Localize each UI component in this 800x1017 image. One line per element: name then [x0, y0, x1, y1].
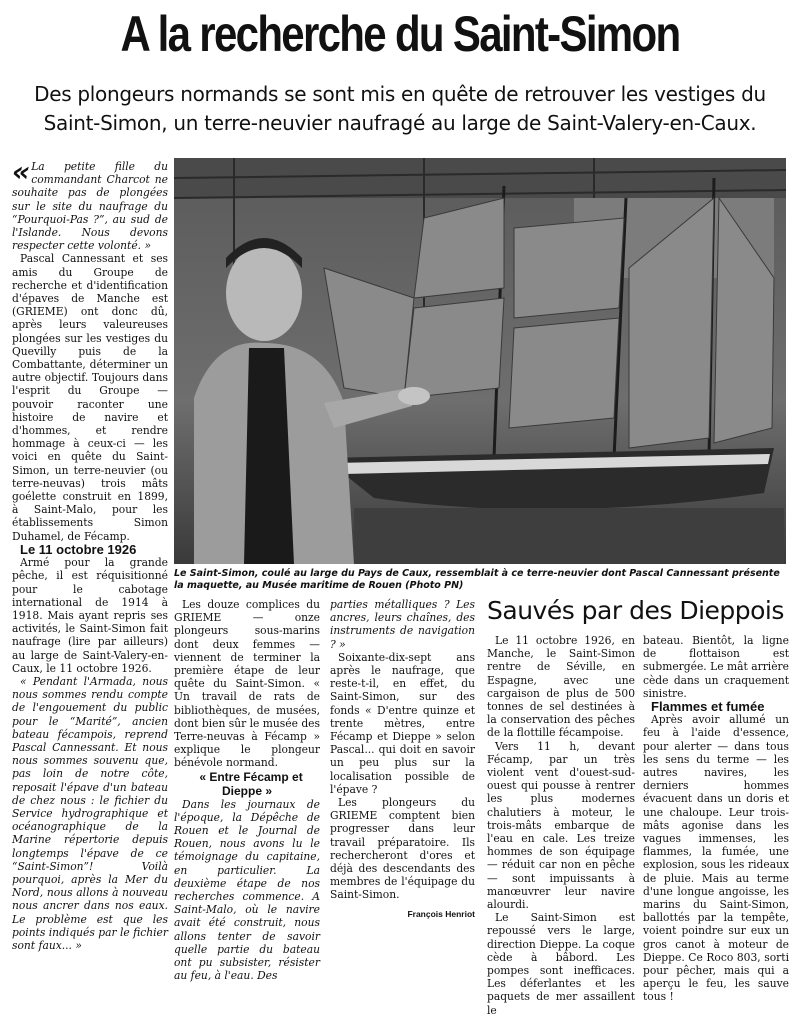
paragraph: Les plongeurs du GRIEME comptent bien progresser dans leur travail préparatoire. Ils rechercheront d'ores et déjà des descendants des membres de l'équipage du Saint-Simon. — [330, 796, 475, 902]
section-heading: Flammes et fumée — [651, 699, 765, 715]
paragraph: bateau. Bientôt, la ligne de flottaison est submergée. Le mât arrière cède dans un craquement sinistre. — [643, 634, 789, 700]
paragraph: « Pendant l'Armada, nous nous sommes rendu compte de l'engouement du public pour le “Marité”, ancien bateau fécampois, reprend Pascal Cannessant. Et nous nous sommes souvenu que, pas loin de notre côte, reposait l'épave d'un bateau de chez nous : le fichier du Service hydrographique et océanographique de la Marine répertorie depuis longtemps l'épave de ce “Saint-Simon”! Voilà pourquoi, après la Mer du Nord, nous allons à nouveau nous ancrer dans nos eaux. Le problème est que les points indiqués par le fichier sont faux... » — [12, 674, 168, 952]
paragraph: Les douze complices du GRIEME — onze plongeurs sous-marins dont deux femmes — viennent de terminer la première étape de leur quête du Saint-Simon. « Un travail de rats de bibliothèques, de musées, dont bien sûr le musée des Terre-neuvas à Fécamp » explique le plongeur bénévole normand. — [174, 598, 320, 770]
article-column-2 — [174, 598, 320, 982]
paragraph: Le 11 octobre 1926, en Manche, le Saint-Simon rentre de Séville, en Espagne, avec une cargaison de plus de 500 tonnes de sel destinées à la conservation des pêches de la flottille fécampoise. — [487, 634, 635, 740]
photo-ship-model — [174, 158, 786, 564]
paragraph: parties métalliques ? Les ancres, leurs chaînes, des instruments de navigation ? » — [330, 598, 475, 651]
paragraph: Après avoir allumé un feu à l'aide d'essence, pour alerter — dans tous les sens du terme — les autres navires, les derniers hommes évacuent dans un doris et une chaloupe. Leur trois-mâts agonise dans les vagues immenses, les flammes, la fumée, une explosion, sous les rideaux de pluie. Mais au terme d'une longue angoisse, les marins du Saint-Simon, ballottés par la tempête, voient poindre sur eux un gros canot à moteur de Dieppe. Ce Roco 803, sorti pour pêcher, mais qui a aperçu le feu, les sauve tous ! — [643, 713, 789, 1004]
photo-caption: Le Saint-Simon, coulé au large du Pays de Caux, ressemblait à ce terre-neuvier dont Pascal Cannessant présente la maquette, au Musée maritime de Rouen (Photo PN) — [174, 568, 780, 591]
paragraph: Le Saint-Simon est repoussé vers le large, direction Dieppe. La coque cède à bâbord. Les pompes sont inefficaces. Les déferlantes et les paquets de mer assaillent le — [487, 911, 635, 1017]
author-signature: François Henriot — [407, 908, 475, 919]
quote-mark-icon: « — [12, 155, 31, 188]
ship-model-photo — [174, 158, 786, 564]
sidebar-column-2 — [643, 634, 789, 1004]
sidebar-column-1 — [487, 634, 635, 1017]
subheadline: Des plongeurs normands se sont mis en quête de retrouver les vestiges du Saint-Simon, un terre-neuvier naufragé au large de Saint-Valery-en-Caux. — [34, 82, 766, 135]
paragraph: Vers 11 h, devant Fécamp, par un très violent vent d'ouest-sud-ouest qui pousse à rentrer les plus modernes chalutiers à moteur, le trois-mâts embarque de l'eau en cale. Les treize hommes de son équipage — réduit car non en pêche — sont impuissants à manœuvrer leur navire alourdi. — [487, 739, 635, 912]
article-column-1 — [12, 155, 168, 952]
paragraph: Pascal Cannessant et ses amis du Groupe de recherche et d'identification d'épaves de Manche est (GRIEME) ont donc dû, après leurs valeureuses plongées sur les vestiges du Quevilly puis de la Combattante, déterminer un autre objectif. Toujours dans l'esprit du Groupe — pouvoir raconter une histoire de navire et d'hommes, et rendre hommage à ceux-ci — les voici en quête du Saint-Simon, un terre-neuvier (ou terre-neuvas) trois mâts goélette construit en 1899, à Saint-Malo, pour les établissements Simon Duhamel, de Fécamp. — [12, 252, 168, 543]
article-column-3 — [330, 598, 475, 921]
paragraph: Dans les journaux de l'époque, la Dépêche de Rouen et le Journal de Rouen, nous avons lu le témoignage du capitaine, en particulier. La deuxième étape de nos recherches commence. A Saint-Malo, où le navire avait été construit, nous allons tenter de savoir quelle partie du bateau ont pu subsister, résister au feu, à l'eau. Des — [174, 797, 320, 983]
paragraph: Soixante-dix-sept ans après le naufrage, que reste-t-il, en effet, du Saint-Simon, sur des fonds « D'entre quinze et trente mètres, entre Fécamp et Dieppe » selon Pascal... qui doit en savoir un peu plus sur la localisation possible de l'épave ? — [330, 650, 475, 796]
sidebar-title: Sauvés par des Dieppois — [487, 596, 784, 625]
paragraph: Armé pour la grande pêche, il est réquisitionné pour le cabotage international de 1914 à 1918. Mais ayant repris ses activités, le Saint-Simon fait naufrage (lire par ailleurs) au large de Saint-Valery-en-Caux, le 11 octobre 1926. — [12, 556, 168, 675]
section-heading: Le 11 octobre 1926 — [20, 541, 137, 557]
opening-quote: « La petite fille du commandant Charcot ne souhaite pas de plongées sur le site du naufrage du “Pourquoi-Pas ?”, au sud de l'Islande. Nous devons respecter cette volonté. » — [12, 155, 168, 253]
headline: A la recherche du Saint-Simon — [120, 6, 680, 62]
section-heading: « Entre Fécamp et Dieppe » — [199, 769, 303, 798]
